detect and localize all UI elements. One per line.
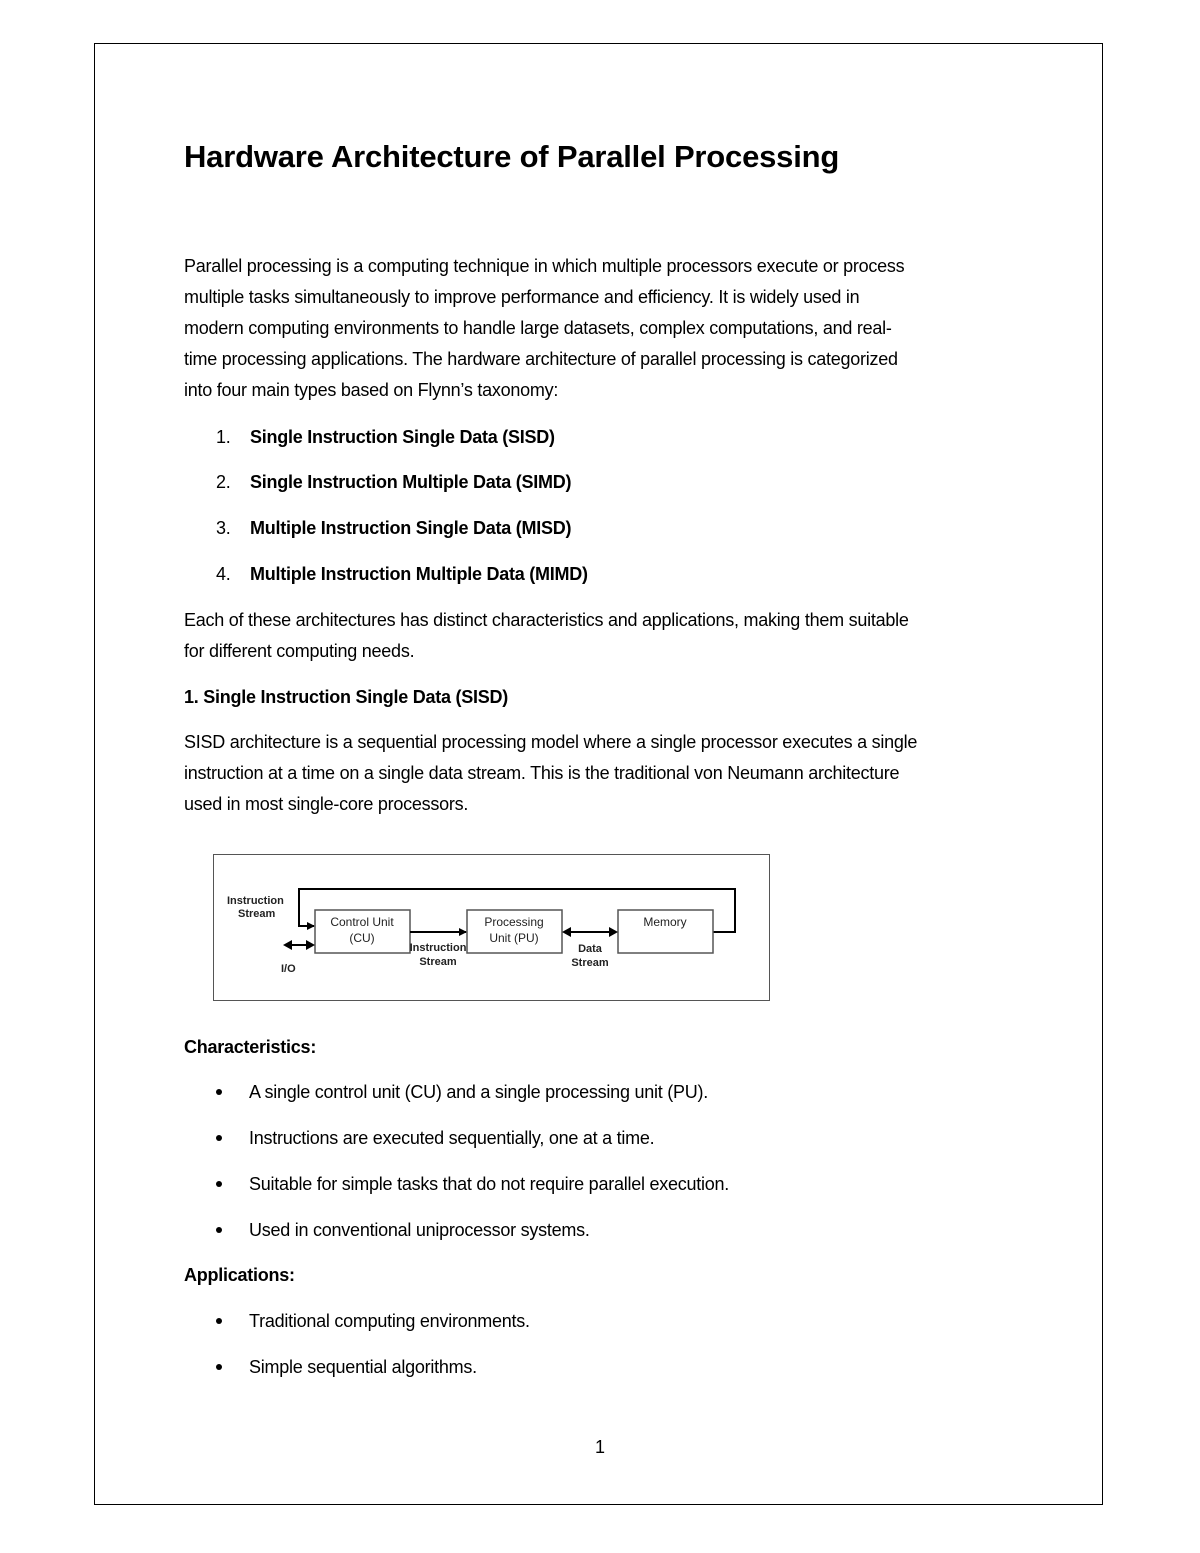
sisd-diagram [213,854,770,1001]
application-text: Traditional computing environments. [249,1311,530,1331]
type-list-item [216,561,588,587]
characteristic-text: Instructions are executed sequentially, one at a time. [249,1128,655,1148]
io-arrowhead-right [306,940,315,950]
sisd-paragraph [184,727,1016,820]
io-label: I/O [281,963,296,975]
characteristics-heading: Characteristics: [184,1037,317,1057]
control-unit-label-2: (CU) [349,931,375,945]
sisd-line: instruction at a time on a single data stream. This is the traditional von Neumann architecture [184,763,900,783]
summary-paragraph [184,605,1016,667]
processing-unit-label-2: Unit (PU) [489,931,539,945]
memory-label: Memory [643,915,687,929]
intro-line: time processing applications. The hardware architecture of parallel processing is categorized [184,349,898,369]
characteristic-item [216,1171,729,1197]
instruction-stream-mid-label-1: Instruction [409,942,467,954]
application-item [216,1354,477,1380]
data-stream-label-1: Data [578,943,602,955]
bullet-icon [216,1364,222,1370]
instruction-stream-top-label-2: Stream [238,908,276,920]
bullet-icon [216,1227,222,1233]
intro-line: multiple tasks simultaneously to improve performance and efficiency. It is widely used in [184,287,860,307]
list-number: 3. [216,518,231,538]
list-label: Single Instruction Single Data (SISD) [250,427,555,447]
section-heading: 1. Single Instruction Single Data (SISD) [184,687,509,707]
summary-line: Each of these architectures has distinct characteristics and applications, making them suitable [184,610,909,630]
characteristic-text: Used in conventional uniprocessor systems. [249,1220,590,1240]
intro-line: Parallel processing is a computing technique in which multiple processors execute or process [184,256,905,276]
characteristic-text: Suitable for simple tasks that do not require parallel execution. [249,1174,730,1194]
data-stream-arrowhead-left [562,927,571,937]
characteristic-text: A single control unit (CU) and a single processing unit (PU). [249,1082,708,1102]
type-list-item [216,515,571,541]
document-title: Hardware Architecture of Parallel Processing [184,139,840,174]
page-number: 1 [594,1437,605,1457]
bullet-icon [216,1135,222,1141]
summary-line: for different computing needs. [184,641,415,661]
list-label: Multiple Instruction Multiple Data (MIMD) [250,564,588,584]
control-unit-label-1: Control Unit [330,915,394,929]
bullet-icon [216,1318,222,1324]
list-number: 2. [216,472,231,492]
application-item [216,1308,530,1334]
applications-heading: Applications: [184,1265,295,1285]
list-label: Multiple Instruction Single Data (MISD) [250,518,572,538]
instruction-stream-mid-label-2: Stream [419,956,457,968]
instruction-stream-top-label-1: Instruction [227,895,284,907]
characteristic-item [216,1125,654,1151]
application-text: Simple sequential algorithms. [249,1357,477,1377]
intro-paragraph [184,251,1016,406]
list-label: Single Instruction Multiple Data (SIMD) [250,472,572,492]
type-list-item [216,424,555,450]
bullet-icon [216,1181,222,1187]
processing-unit-label-1: Processing [484,915,544,929]
type-list-item [216,469,571,495]
bullet-icon [216,1089,222,1095]
intro-line: into four main types based on Flynn’s taxonomy: [184,380,559,400]
sisd-line: SISD architecture is a sequential processing model where a single processor executes a single [184,732,918,752]
characteristic-item [216,1079,708,1105]
characteristic-item [216,1217,590,1243]
io-arrowhead-left [283,940,292,950]
data-stream-arrowhead-right [609,927,618,937]
intro-line: modern computing environments to handle large datasets, complex computations, and real- [184,318,892,338]
data-stream-label-2: Stream [571,957,609,969]
list-number: 1. [216,427,231,447]
sisd-diagram-svg [214,855,769,1000]
list-number: 4. [216,564,231,584]
sisd-line: used in most single-core processors. [184,794,469,814]
